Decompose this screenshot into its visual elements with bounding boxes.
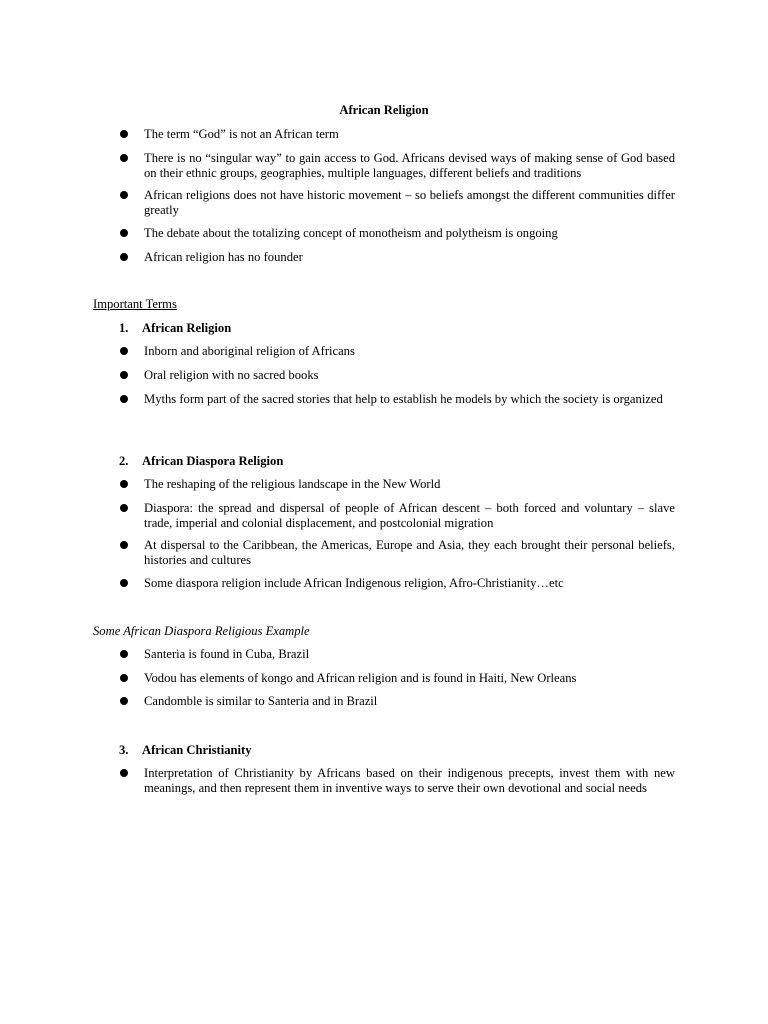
bullet-icon bbox=[120, 130, 128, 138]
section-title: African Religion bbox=[142, 321, 232, 335]
bullet-icon bbox=[120, 579, 128, 587]
list-item bbox=[93, 647, 675, 662]
list-item bbox=[93, 576, 675, 591]
list-item bbox=[93, 127, 675, 142]
list-item bbox=[93, 501, 675, 530]
bullet-text: There is no “singular way” to gain access to God. Africans devised ways of making sense of God based on their ethnic groups, geographies, multiple languages, different beliefs and traditions bbox=[144, 151, 675, 180]
bullet-icon bbox=[120, 154, 128, 162]
bullet-text: Candomble is similar to Santeria and in Brazil bbox=[144, 694, 378, 708]
bullet-icon bbox=[120, 347, 128, 355]
bullet-text: Interpretation of Christianity by Africans based on their indigenous precepts, invest them with new meanings, and then represent them in inventive ways to serve their own devotional and social needs bbox=[144, 766, 675, 795]
bullet-icon bbox=[120, 371, 128, 379]
list-item bbox=[93, 151, 675, 180]
list-item bbox=[93, 250, 675, 265]
section-number: 3. bbox=[119, 743, 129, 757]
bullet-text: The term “God” is not an African term bbox=[144, 127, 339, 141]
bullet-icon bbox=[120, 674, 128, 682]
bullet-text: Vodou has elements of kongo and African religion and is found in Haiti, New Orleans bbox=[144, 671, 577, 685]
list-item bbox=[93, 188, 675, 217]
document-title: African Religion bbox=[339, 103, 429, 117]
bullet-icon bbox=[120, 395, 128, 403]
list-item bbox=[93, 477, 675, 492]
list-item bbox=[93, 392, 675, 407]
important-terms-label: Important Terms bbox=[93, 297, 177, 311]
bullet-text: The reshaping of the religious landscape in the New World bbox=[144, 477, 441, 491]
section-heading bbox=[119, 321, 231, 336]
list-item bbox=[93, 538, 675, 567]
bullet-text: Diaspora: the spread and dispersal of people of African descent – both forced and voluntary – slave trade, imperial and colonial displacement, and postcolonial migration bbox=[144, 501, 675, 530]
bullet-text: Santeria is found in Cuba, Brazil bbox=[144, 647, 310, 661]
bullet-icon bbox=[120, 229, 128, 237]
list-item bbox=[93, 344, 675, 359]
list-item bbox=[93, 226, 675, 241]
list-item bbox=[93, 694, 675, 709]
section-number: 1. bbox=[119, 321, 129, 335]
section-number: 2. bbox=[119, 454, 129, 468]
bullet-text: Myths form part of the sacred stories that help to establish he models by which the society is organized bbox=[144, 392, 663, 406]
list-item bbox=[93, 766, 675, 795]
section-heading bbox=[119, 743, 252, 758]
bullet-icon bbox=[120, 253, 128, 261]
section-title: African Diaspora Religion bbox=[142, 454, 284, 468]
examples-label: Some African Diaspora Religious Example bbox=[93, 624, 310, 638]
bullet-text: Inborn and aboriginal religion of Africans bbox=[144, 344, 355, 358]
list-item bbox=[93, 671, 675, 686]
bullet-icon bbox=[120, 541, 128, 549]
list-item bbox=[93, 368, 675, 383]
bullet-text: African religion has no founder bbox=[144, 250, 303, 264]
bullet-icon bbox=[120, 769, 128, 777]
bullet-text: Some diaspora religion include African Indigenous religion, Afro-Christianity…etc bbox=[144, 576, 564, 590]
section-heading bbox=[119, 454, 283, 469]
bullet-icon bbox=[120, 480, 128, 488]
bullet-icon bbox=[120, 697, 128, 705]
bullet-text: At dispersal to the Caribbean, the Americas, Europe and Asia, they each brought their personal beliefs, histories and cultures bbox=[144, 538, 675, 567]
bullet-text: The debate about the totalizing concept of monotheism and polytheism is ongoing bbox=[144, 226, 558, 240]
bullet-text: African religions does not have historic movement – so beliefs amongst the different communities differ greatly bbox=[144, 188, 675, 217]
bullet-icon bbox=[120, 191, 128, 199]
bullet-icon bbox=[120, 504, 128, 512]
bullet-text: Oral religion with no sacred books bbox=[144, 368, 319, 382]
section-title: African Christianity bbox=[142, 743, 252, 757]
bullet-icon bbox=[120, 650, 128, 658]
